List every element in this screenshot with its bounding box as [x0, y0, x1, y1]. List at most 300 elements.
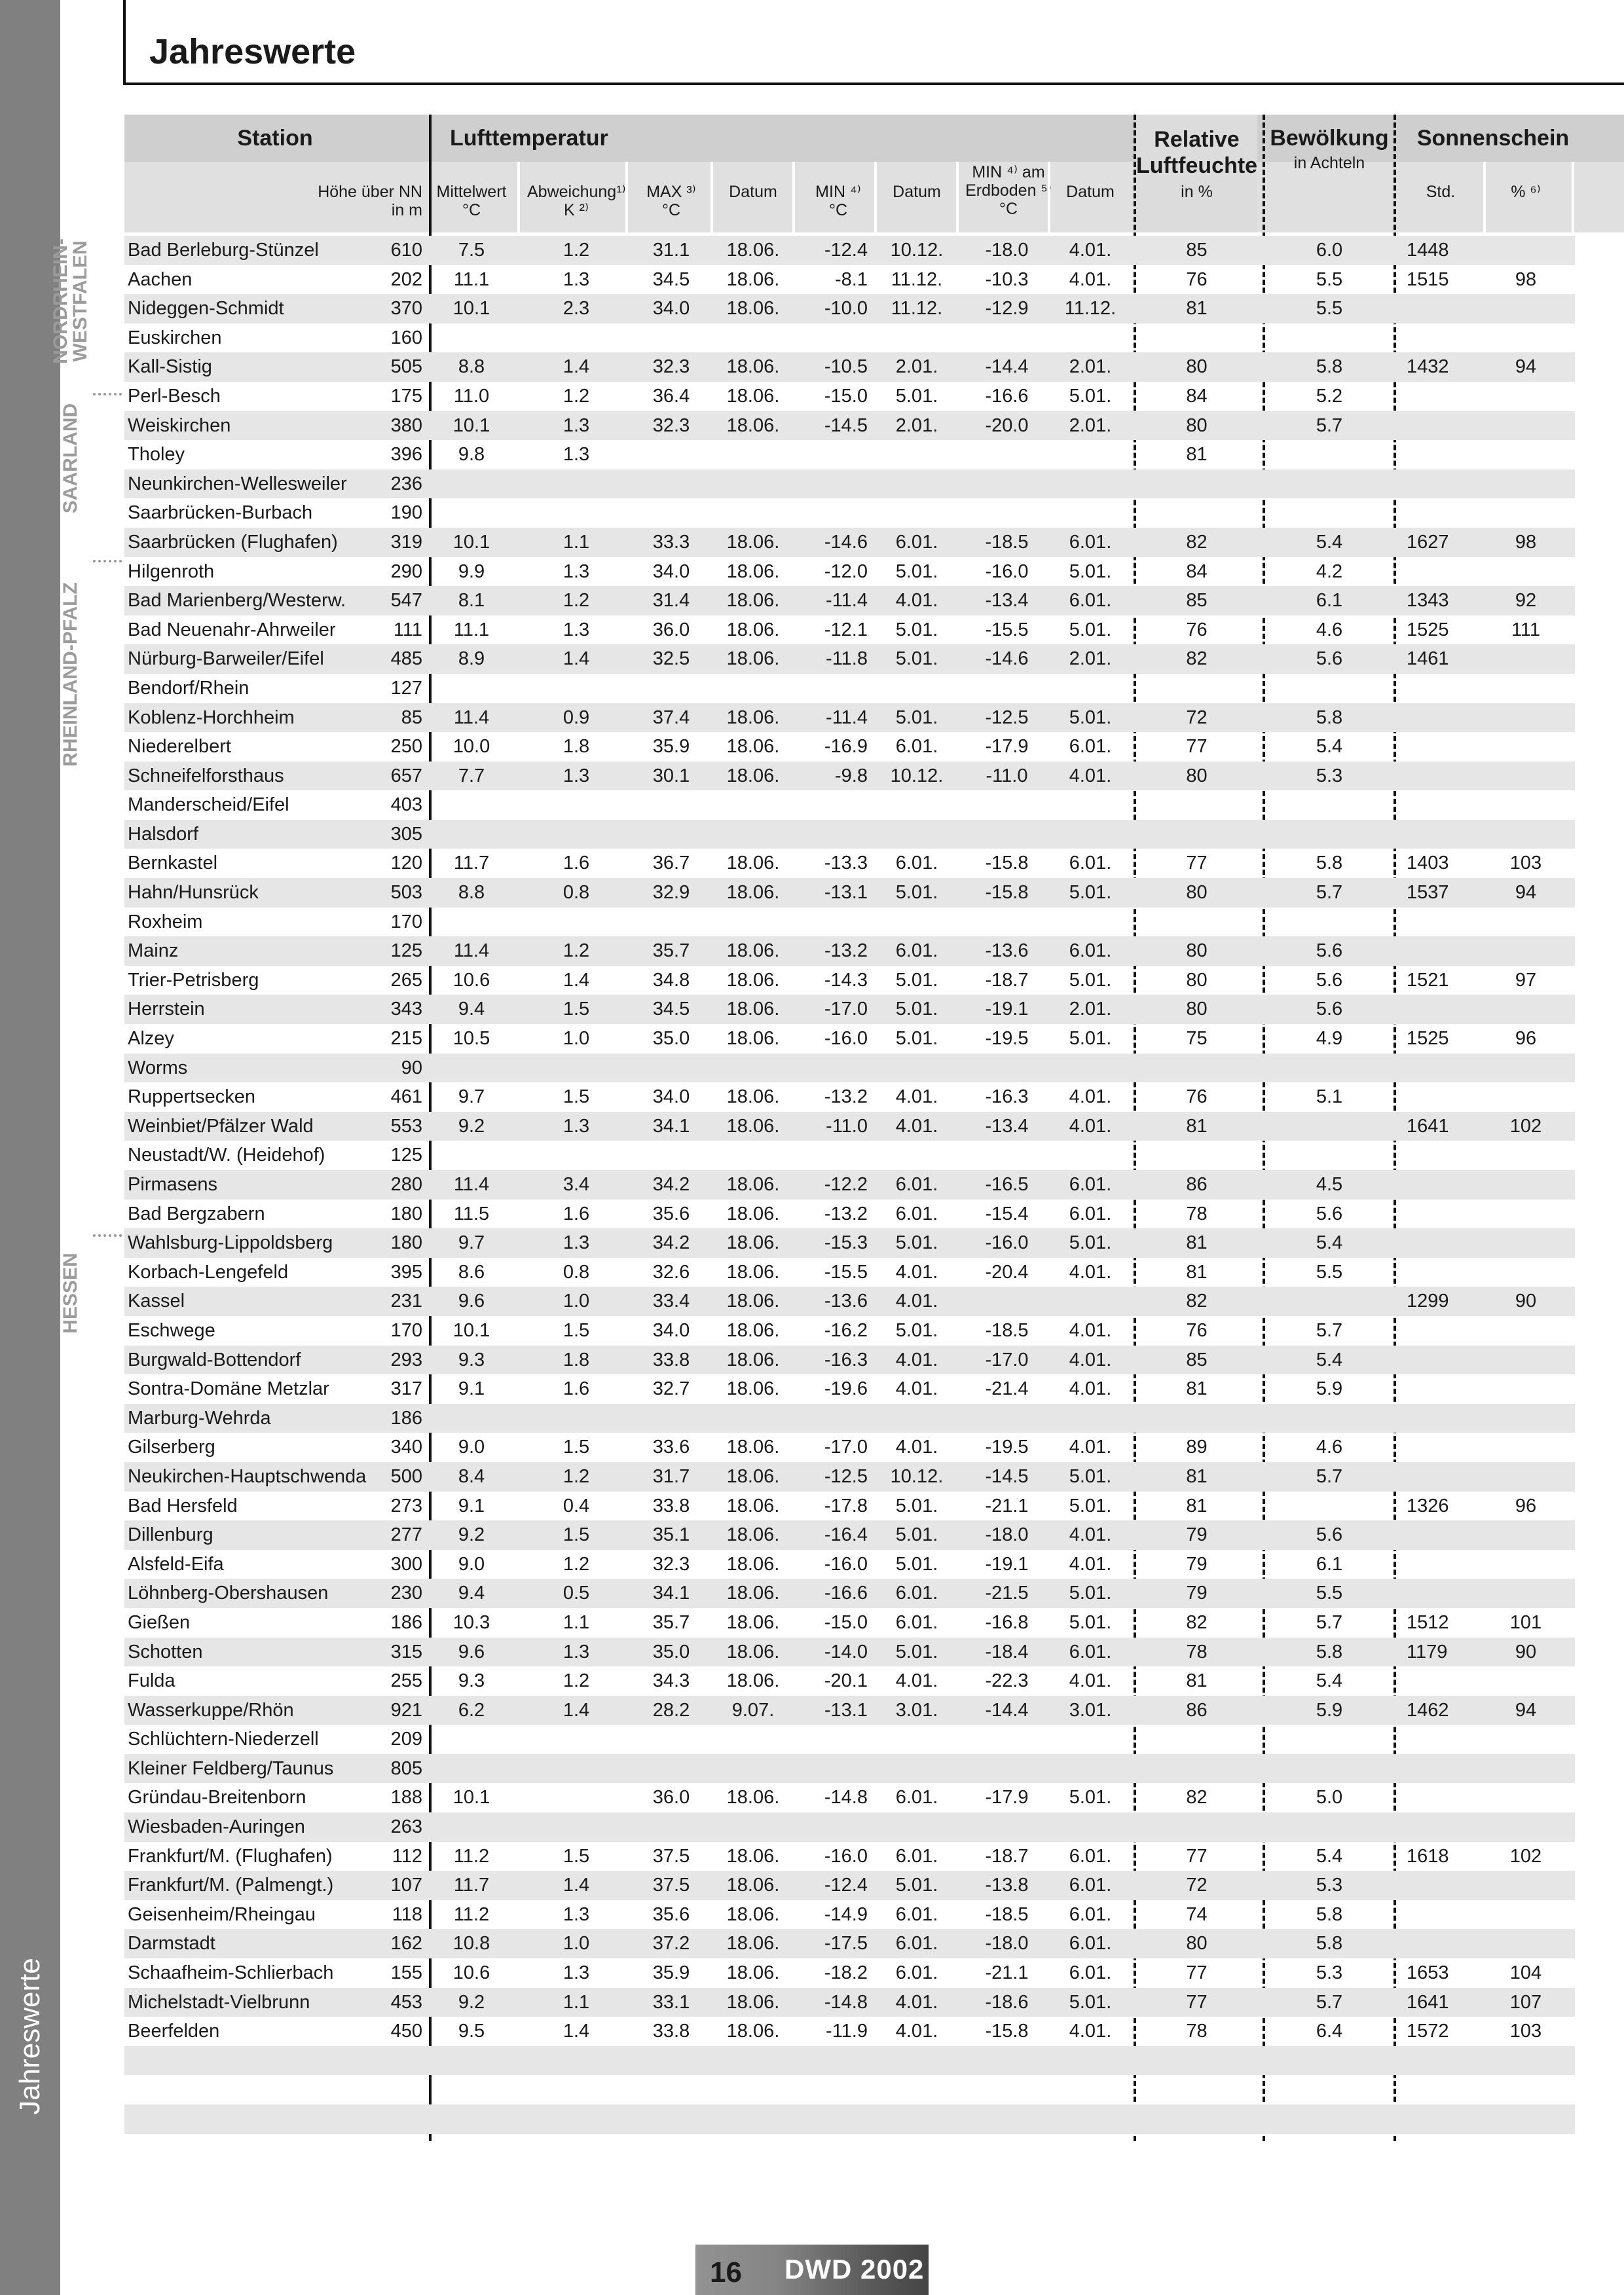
min-cell: -11.4: [826, 590, 868, 612]
page-number: 16: [710, 2256, 742, 2288]
min-cell: -16.4: [824, 1524, 868, 1546]
relative-cell: [1136, 820, 1257, 849]
datum-max-cell: 18.06.: [726, 1203, 780, 1224]
bewoelkung-cell: [1267, 1112, 1392, 1141]
header-sonnenschein: Sonnenschein: [1416, 126, 1570, 151]
station-cell: Saarbrücken-Burbach: [128, 502, 313, 524]
min-erdboden-cell: -12.9: [985, 298, 1029, 320]
abweichung-cell: [527, 674, 625, 703]
min-erdboden-cell: [963, 908, 1051, 937]
abweichung-cell: 1.4: [563, 2021, 590, 2042]
datum-max-cell: 18.06.: [726, 1378, 780, 1400]
std-cell: 1641: [1407, 1115, 1449, 1137]
std-cell: [1407, 557, 1485, 587]
datum-erdboden-cell: 5.01.: [1069, 707, 1112, 728]
region-separator: [93, 560, 122, 562]
mittelwert-cell: 9.2: [458, 1524, 485, 1546]
datum-min-cell: 5.01.: [895, 1553, 938, 1575]
prozent-cell: [1486, 1812, 1565, 1842]
datum-max-cell: 18.06.: [726, 882, 780, 904]
abweichung-cell: [527, 469, 625, 499]
bewoelkung-cell: [1267, 2046, 1392, 2076]
min-cell: -17.5: [824, 1933, 868, 1955]
mittelwert-cell: 11.4: [453, 940, 490, 962]
column-divider: [1572, 162, 1574, 232]
datum-erdboden-cell: [1051, 2075, 1130, 2104]
datum-max-cell: 18.06.: [726, 1086, 780, 1108]
hoehe-cell: 450: [390, 2021, 422, 2042]
abweichung-cell: 1.5: [563, 1524, 590, 1546]
prozent-cell: 103: [1509, 2021, 1542, 2042]
datum-min-cell: [877, 674, 956, 703]
datum-max-cell: [714, 908, 792, 937]
min-cell: [796, 1054, 868, 1083]
bewoelkung-cell: 5.0: [1316, 1787, 1343, 1808]
abweichung-cell: 1.0: [563, 1933, 590, 1955]
datum-erdboden-cell: 4.01.: [1069, 1378, 1112, 1400]
table-row: [124, 1374, 1575, 1404]
abweichung-cell: 1.5: [563, 1086, 590, 1108]
hoehe-cell: 315: [390, 1641, 422, 1662]
relative-cell: 79: [1186, 1583, 1208, 1604]
bewoelkung-cell: 5.8: [1316, 356, 1343, 378]
station-cell: Nideggen-Schmidt: [128, 298, 284, 320]
datum-erdboden-cell: 5.01.: [1069, 619, 1112, 640]
std-cell: [1407, 1900, 1485, 1930]
prozent-cell: [1486, 498, 1565, 528]
table-row: [124, 1754, 1575, 1784]
relative-cell: 79: [1186, 1553, 1208, 1575]
min-erdboden-cell: -19.5: [985, 1437, 1029, 1458]
datum-erdboden-cell: [1051, 1141, 1130, 1170]
prozent-cell: 97: [1515, 969, 1537, 991]
datum-max-cell: 18.06.: [726, 1553, 780, 1575]
datum-min-cell: 5.01.: [895, 1875, 938, 1896]
hoehe-cell: 395: [390, 1261, 422, 1283]
relative-cell: 80: [1186, 969, 1208, 991]
datum-erdboden-cell: 6.01.: [1069, 1933, 1112, 1955]
max-cell: 36.4: [652, 385, 690, 407]
mittelwert-cell: 9.4: [458, 1583, 485, 1604]
station-cell: Bernkastel: [128, 853, 218, 874]
std-cell: [1407, 1754, 1485, 1784]
prozent-cell: [1486, 2046, 1565, 2076]
bewoelkung-cell: [1267, 908, 1392, 937]
std-cell: [1407, 1170, 1485, 1200]
min-erdboden-cell: -21.1: [985, 1962, 1029, 1984]
relative-cell: 80: [1186, 999, 1208, 1020]
prozent-cell: [1486, 2134, 1565, 2163]
station-cell: Gießen: [128, 1611, 191, 1633]
relative-cell: [1136, 323, 1257, 353]
max-cell: 34.0: [652, 1086, 690, 1108]
datum-min-cell: [877, 498, 956, 528]
hoehe-cell: 118: [392, 1903, 422, 1925]
std-cell: 1641: [1407, 1991, 1449, 2013]
datum-erdboden-cell: [1051, 674, 1130, 703]
std-cell: 1515: [1407, 268, 1449, 290]
max-cell: [632, 790, 710, 820]
station-cell: Burgwald-Bottendorf: [128, 1349, 301, 1370]
datum-erdboden-cell: 4.01.: [1069, 1553, 1112, 1575]
relative-cell: 80: [1186, 940, 1208, 962]
min-erdboden-cell: -21.5: [985, 1583, 1029, 1604]
bewoelkung-cell: 5.7: [1316, 1465, 1343, 1487]
datum-max-cell: 18.06.: [726, 707, 780, 728]
bewoelkung-cell: [1267, 1754, 1392, 1784]
max-cell: 34.2: [652, 1232, 690, 1254]
prozent-cell: [1486, 1346, 1565, 1375]
mittelwert-cell: [432, 1404, 511, 1433]
std-cell: [1407, 1666, 1485, 1696]
region-hessen: HESSEN: [60, 1253, 81, 1334]
bewoelkung-cell: 5.7: [1316, 1319, 1343, 1341]
relative-cell: 82: [1186, 648, 1208, 670]
min-cell: -13.2: [824, 1086, 868, 1108]
std-cell: 1525: [1407, 1028, 1449, 1050]
station-cell: Mainz: [128, 940, 179, 962]
header-lufttemperatur: Lufttemperatur: [450, 126, 608, 151]
std-cell: 1653: [1407, 1962, 1449, 1984]
max-cell: 28.2: [652, 1699, 690, 1721]
station-cell: Sontra-Domäne Metzlar: [128, 1378, 329, 1400]
station-cell: Dillenburg: [128, 1524, 213, 1546]
station-cell: Alsfeld-Eifa: [128, 1553, 224, 1575]
bewoelkung-cell: 5.6: [1316, 999, 1343, 1020]
min-cell: -16.6: [824, 1583, 868, 1604]
bewoelkung-cell: [1267, 2075, 1392, 2104]
relative-cell: 76: [1186, 619, 1208, 640]
std-cell: [1407, 440, 1485, 469]
page-footer: [695, 2245, 929, 2295]
mittelwert-cell: 9.9: [458, 560, 485, 582]
mittelwert-cell: 11.2: [453, 1903, 490, 1925]
datum-min-cell: 6.01.: [895, 736, 938, 758]
hoehe-cell: 553: [390, 1115, 422, 1137]
min-erdboden-cell: [963, 1812, 1051, 1842]
hoehe-cell: 255: [390, 1670, 422, 1692]
datum-max-cell: 18.06.: [726, 648, 780, 670]
header-min: MIN ⁴⁾ °C: [815, 183, 861, 219]
station-cell: Weiskirchen: [128, 414, 231, 436]
relative-cell: [1136, 1054, 1257, 1083]
relative-cell: [1136, 2104, 1257, 2134]
station-cell: Perl-Besch: [128, 385, 221, 407]
datum-max-cell: 18.06.: [726, 1524, 780, 1546]
column-divider: [792, 162, 795, 232]
datum-max-cell: 18.06.: [726, 1933, 780, 1955]
mittelwert-cell: 9.1: [458, 1495, 485, 1516]
max-cell: 36.0: [652, 1787, 690, 1808]
min-erdboden-cell: -16.6: [985, 385, 1029, 407]
datum-erdboden-cell: 6.01.: [1069, 940, 1112, 962]
relative-cell: 81: [1186, 444, 1208, 466]
std-cell: [1407, 2046, 1485, 2076]
prozent-cell: [1486, 557, 1565, 587]
max-cell: [632, 2104, 710, 2134]
table-row: [124, 1228, 1575, 1258]
abweichung-cell: [527, 1812, 625, 1842]
std-cell: 1618: [1407, 1845, 1449, 1867]
datum-erdboden-cell: 2.01.: [1069, 648, 1112, 670]
datum-erdboden-cell: 6.01.: [1069, 1641, 1112, 1662]
std-cell: [1407, 1346, 1485, 1375]
max-cell: 35.6: [652, 1203, 690, 1224]
min-erdboden-cell: -15.5: [985, 619, 1029, 640]
datum-min-cell: 4.01.: [895, 1437, 938, 1458]
relative-cell: [1136, 1725, 1257, 1754]
table-row: [124, 966, 1575, 995]
std-cell: 1512: [1407, 1611, 1449, 1633]
mittelwert-cell: [432, 1054, 511, 1083]
column-divider: [517, 162, 520, 232]
datum-erdboden-cell: [1051, 1287, 1130, 1316]
max-cell: [632, 1054, 710, 1083]
datum-min-cell: 5.01.: [895, 969, 938, 991]
abweichung-cell: [527, 790, 625, 820]
max-cell: 33.6: [652, 1437, 690, 1458]
abweichung-cell: 1.1: [563, 1991, 590, 2013]
min-cell: -15.3: [824, 1232, 868, 1254]
min-erdboden-cell: -17.9: [985, 736, 1029, 758]
min-erdboden-cell: -22.3: [985, 1670, 1029, 1692]
mittelwert-cell: 10.3: [452, 1611, 490, 1633]
min-erdboden-cell: -19.1: [985, 1553, 1029, 1575]
datum-erdboden-cell: 4.01.: [1069, 1086, 1112, 1108]
min-erdboden-cell: [963, 820, 1051, 849]
min-cell: -16.3: [824, 1349, 868, 1370]
bewoelkung-cell: 4.6: [1316, 1437, 1343, 1458]
datum-max-cell: [714, 1754, 792, 1784]
std-cell: [1407, 790, 1485, 820]
relative-cell: 80: [1186, 356, 1208, 378]
max-cell: 32.5: [652, 648, 690, 670]
relative-cell: 76: [1186, 1319, 1208, 1341]
datum-max-cell: 18.06.: [726, 531, 780, 553]
min-erdboden-cell: -18.5: [985, 1903, 1029, 1925]
mittelwert-cell: [432, 2134, 511, 2163]
abweichung-cell: 1.4: [563, 969, 590, 991]
max-cell: [632, 2075, 710, 2104]
table-row: [124, 2134, 1575, 2163]
hoehe-cell: 180: [390, 1203, 422, 1224]
relative-cell: 80: [1186, 765, 1208, 786]
bewoelkung-cell: 4.6: [1316, 619, 1343, 640]
datum-min-cell: 10.12.: [890, 240, 944, 261]
max-cell: 36.0: [652, 619, 690, 640]
mittelwert-cell: 6.2: [458, 1699, 485, 1721]
table-row: [124, 1988, 1575, 2017]
bewoelkung-cell: 5.5: [1316, 268, 1343, 290]
min-erdboden-cell: -13.4: [985, 1115, 1029, 1137]
std-cell: [1407, 674, 1485, 703]
mittelwert-cell: [432, 469, 511, 499]
datum-erdboden-cell: [1051, 1812, 1130, 1842]
datum-erdboden-cell: 5.01.: [1069, 1495, 1112, 1516]
max-cell: 35.7: [652, 1611, 690, 1633]
max-cell: [632, 1404, 710, 1433]
min-cell: [796, 1404, 868, 1433]
hoehe-cell: 319: [390, 531, 422, 553]
std-cell: [1407, 2075, 1485, 2104]
max-cell: 35.0: [652, 1641, 690, 1662]
prozent-cell: [1486, 674, 1565, 703]
max-cell: 34.3: [652, 1670, 690, 1692]
std-cell: [1407, 1520, 1485, 1550]
min-erdboden-cell: [963, 469, 1051, 499]
min-erdboden-cell: [963, 2134, 1051, 2163]
datum-erdboden-cell: [1051, 820, 1130, 849]
abweichung-cell: 1.3: [563, 1641, 590, 1662]
abweichung-cell: 1.2: [563, 940, 590, 962]
mittelwert-cell: 10.1: [452, 1787, 490, 1808]
prozent-cell: 103: [1509, 853, 1542, 874]
max-cell: 33.1: [652, 1991, 690, 2013]
std-cell: 1179: [1407, 1641, 1448, 1662]
min-erdboden-cell: -18.7: [985, 969, 1029, 991]
abweichung-cell: [527, 498, 625, 528]
relative-cell: 81: [1186, 1495, 1208, 1516]
station-cell: Schotten: [128, 1641, 203, 1662]
max-cell: 34.0: [652, 1319, 690, 1341]
prozent-cell: [1486, 1520, 1565, 1550]
max-cell: [632, 498, 710, 528]
min-cell: [796, 2104, 868, 2134]
min-erdboden-cell: -18.6: [985, 1991, 1029, 2013]
min-erdboden-cell: -18.0: [985, 1524, 1029, 1546]
min-erdboden-cell: [963, 1287, 1051, 1316]
hoehe-cell: 293: [390, 1349, 422, 1370]
min-cell: -14.8: [824, 1991, 868, 2013]
datum-max-cell: 18.06.: [726, 736, 780, 758]
table-row: [124, 2104, 1575, 2134]
datum-erdboden-cell: 6.01.: [1069, 531, 1112, 553]
abweichung-cell: [527, 2046, 625, 2076]
table-row: [124, 469, 1575, 499]
relative-cell: [1136, 1812, 1257, 1842]
hoehe-cell: 180: [390, 1232, 422, 1254]
prozent-cell: [1486, 2075, 1565, 2104]
datum-min-cell: 6.01.: [895, 531, 938, 553]
min-erdboden-cell: [963, 2075, 1051, 2104]
std-cell: [1407, 1054, 1485, 1083]
min-erdboden-cell: -18.4: [985, 1641, 1029, 1662]
bewoelkung-cell: [1267, 2134, 1392, 2163]
hoehe-cell: 170: [390, 1319, 422, 1341]
datum-max-cell: 18.06.: [726, 1641, 780, 1662]
hoehe-cell: [334, 2046, 422, 2076]
std-cell: [1407, 1082, 1485, 1112]
datum-min-cell: 6.01.: [895, 1962, 938, 1984]
abweichung-cell: 1.3: [563, 765, 590, 786]
bewoelkung-cell: 5.6: [1316, 648, 1343, 670]
header-station: Station: [237, 126, 313, 151]
max-cell: 35.6: [652, 1903, 690, 1925]
table-row: [124, 1112, 1575, 1141]
datum-erdboden-cell: [1051, 469, 1130, 499]
table-row: [124, 674, 1575, 703]
min-cell: [796, 323, 868, 353]
bewoelkung-cell: [1267, 790, 1392, 820]
min-erdboden-cell: -13.6: [985, 940, 1029, 962]
station-cell: Marburg-Wehrda: [128, 1407, 271, 1429]
min-erdboden-cell: -15.4: [985, 1203, 1029, 1224]
prozent-cell: [1486, 294, 1565, 323]
mittelwert-cell: [432, 1725, 511, 1754]
datum-max-cell: [714, 790, 792, 820]
title-bar: [123, 0, 1624, 85]
abweichung-cell: 1.0: [563, 1291, 590, 1312]
min-cell: [796, 1812, 868, 1842]
region-separator: [93, 1234, 122, 1237]
std-cell: [1407, 1200, 1485, 1229]
region-nordrhein-westfalen: NORDRHEIN- WESTFALEN: [50, 238, 91, 364]
abweichung-cell: 0.8: [563, 882, 590, 904]
datum-max-cell: 18.06.: [726, 1611, 780, 1633]
datum-min-cell: [877, 2104, 956, 2134]
datum-min-cell: [877, 469, 956, 499]
prozent-cell: [1486, 1900, 1565, 1930]
mittelwert-cell: 9.8: [458, 444, 485, 466]
datum-erdboden-cell: [1051, 790, 1130, 820]
abweichung-cell: 1.8: [563, 736, 590, 758]
max-cell: 37.5: [652, 1875, 690, 1896]
abweichung-cell: 1.2: [563, 385, 590, 407]
table-row: [124, 1900, 1575, 1930]
relative-cell: 85: [1186, 1349, 1208, 1370]
table-row: [124, 557, 1575, 587]
header-relative-unit: in %: [1181, 183, 1213, 201]
min-cell: -14.5: [824, 414, 868, 436]
relative-cell: 81: [1186, 1232, 1208, 1254]
prozent-cell: [1486, 469, 1565, 499]
mittelwert-cell: 11.5: [453, 1203, 490, 1224]
datum-erdboden-cell: 6.01.: [1069, 1203, 1112, 1224]
prozent-cell: [1486, 1929, 1565, 1958]
std-cell: 1403: [1407, 853, 1449, 874]
station-cell: Bad Marienberg/Westerw.: [128, 590, 346, 612]
min-cell: -18.2: [824, 1962, 868, 1984]
station-cell: Nürburg-Barweiler/Eifel: [128, 648, 324, 670]
min-erdboden-cell: [963, 440, 1051, 469]
abweichung-cell: [527, 1054, 625, 1083]
max-cell: 34.0: [652, 298, 690, 320]
abweichung-cell: 1.3: [563, 1962, 590, 1984]
prozent-cell: [1486, 1462, 1565, 1492]
table-row: [124, 936, 1575, 966]
bewoelkung-cell: 5.8: [1316, 1933, 1343, 1955]
table-row: [124, 294, 1575, 323]
datum-min-cell: 4.01.: [895, 1291, 938, 1312]
bewoelkung-cell: 5.9: [1316, 1378, 1343, 1400]
table-row: [124, 644, 1575, 674]
bewoelkung-cell: 5.3: [1316, 765, 1343, 786]
min-erdboden-cell: [963, 1141, 1051, 1170]
max-cell: 32.3: [652, 414, 690, 436]
abweichung-cell: 1.4: [563, 356, 590, 378]
min-cell: -14.8: [824, 1787, 868, 1808]
mittelwert-cell: 8.8: [458, 882, 485, 904]
bewoelkung-cell: [1267, 469, 1392, 499]
max-cell: 37.5: [652, 1845, 690, 1867]
table-row: [124, 1638, 1575, 1667]
station-cell: Ruppertsecken: [128, 1086, 256, 1108]
hoehe-cell: [334, 2104, 422, 2134]
max-cell: 33.3: [652, 531, 690, 553]
std-cell: [1407, 2104, 1485, 2134]
min-cell: -15.5: [824, 1261, 868, 1283]
min-cell: -12.5: [824, 1465, 868, 1487]
